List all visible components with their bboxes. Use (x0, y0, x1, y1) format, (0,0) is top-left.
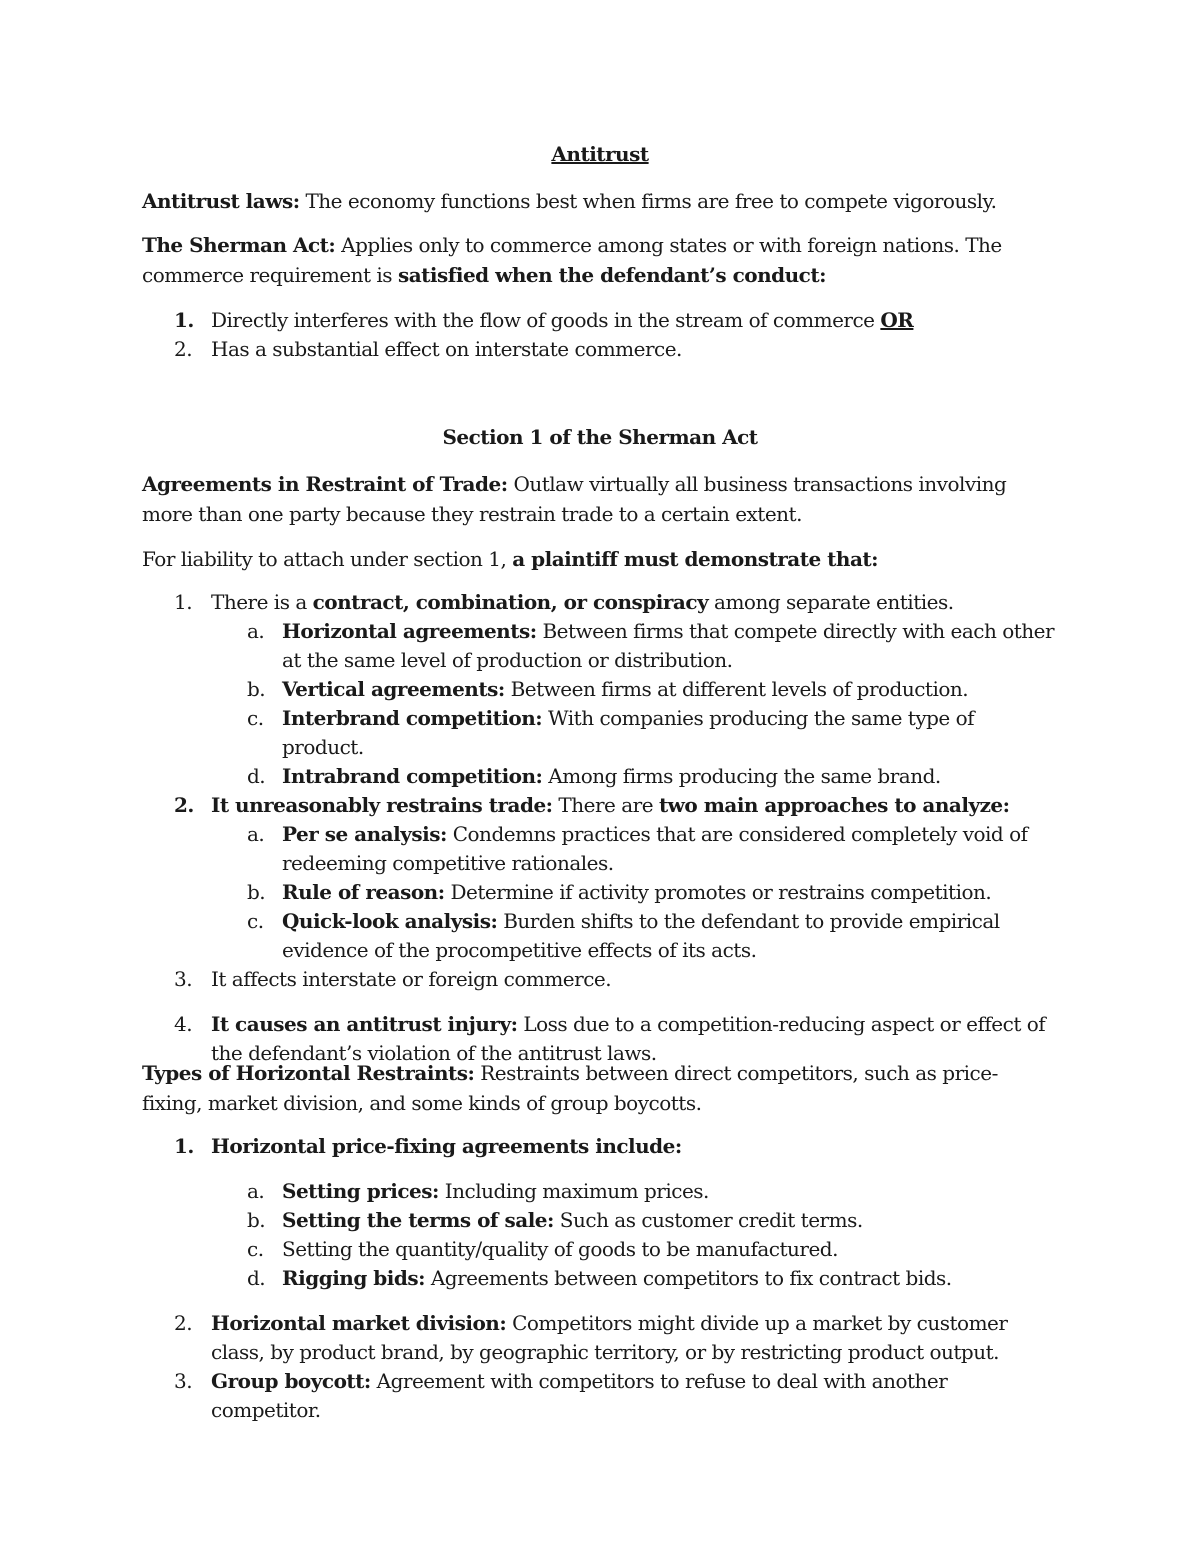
sherman-act-paragraph: The Sherman Act: Applies only to commerce among states or with foreign nations. The commerce requirement is satisfied when the defendant’s conduct: (142, 233, 1002, 287)
list-item: 3. Group boycott: Agreement with competitors to refuse to deal with another competitor. (174, 1369, 948, 1422)
commerce-requirement-list (142, 306, 1057, 364)
sub-item: a. Per se analysis: Condemns practices that are considered completely void of redeeming competitive rationales. (247, 822, 1028, 875)
sub-item: d. Rigging bids: Agreements between competitors to fix contract bids. (247, 1266, 952, 1290)
page-title: Antitrust (551, 142, 649, 166)
list-item: 4. It causes an antitrust injury: Loss due to a competition-reducing aspect or effect of the defendant’s violation of the antitrust laws. (174, 1012, 1046, 1065)
sub-item: a. Horizontal agreements: Between firms that compete directly with each other at the same level of production or distribution. (247, 619, 1055, 672)
liability-paragraph: For liability to attach under section 1, a plaintiff must demonstrate that: (142, 547, 879, 571)
section-heading: Section 1 of the Sherman Act (442, 425, 758, 449)
paragraph-label: The Sherman Act: (142, 233, 336, 257)
horizontal-restraints-list (142, 1132, 1057, 1425)
liability-list (142, 588, 1057, 1068)
paragraph-label: Antitrust laws: (142, 189, 300, 213)
list-item: 2. Horizontal market division: Competitors might divide up a market by customer class, by product brand, by geographic territory, or by restricting product output. (174, 1311, 1008, 1364)
list-item: 2. Has a substantial effect on interstate commerce. (174, 337, 682, 361)
sub-item: c. Interbrand competition: With companies producing the same type of product. (247, 706, 975, 759)
sub-item: b. Rule of reason: Determine if activity promotes or restrains competition. (247, 880, 992, 904)
list-item: 1. Horizontal price-fixing agreements include: (174, 1134, 682, 1158)
agreements-paragraph: Agreements in Restraint of Trade: Outlaw virtually all business transactions involving more than one party because they restrain trade to a certain extent. (142, 472, 1007, 526)
antitrust-laws-paragraph: Antitrust laws: The economy functions best when firms are free to compete vigorously. (142, 189, 997, 213)
horizontal-restraints-paragraph: Types of Horizontal Restraints: Restraints between direct competitors, such as price-fixing, market division, and some kinds of group boycotts. (142, 1061, 998, 1115)
sub-item: b. Vertical agreements: Between firms at different levels of production. (247, 677, 969, 701)
sub-item: b. Setting the terms of sale: Such as customer credit terms. (247, 1208, 863, 1232)
sub-item: a. Setting prices: Including maximum prices. (247, 1179, 709, 1203)
paragraph-label: Types of Horizontal Restraints: (142, 1061, 475, 1085)
paragraph-label: Agreements in Restraint of Trade: (142, 472, 508, 496)
list-item: 2. It unreasonably restrains trade: There are two main approaches to analyze: (174, 793, 1010, 817)
sub-item: c. Setting the quantity/quality of goods to be manufactured. (247, 1237, 838, 1261)
list-item: 3. It affects interstate or foreign commerce. (174, 967, 612, 991)
sub-item: d. Intrabrand competition: Among firms producing the same brand. (247, 764, 941, 788)
list-item: 1. There is a contract, combination, or conspiracy among separate entities. (174, 590, 954, 614)
list-item: 1. Directly interferes with the flow of goods in the stream of commerce OR (174, 308, 914, 332)
sub-item: c. Quick-look analysis: Burden shifts to the defendant to provide empirical evidence of the procompetitive effects of its acts. (247, 909, 1000, 962)
